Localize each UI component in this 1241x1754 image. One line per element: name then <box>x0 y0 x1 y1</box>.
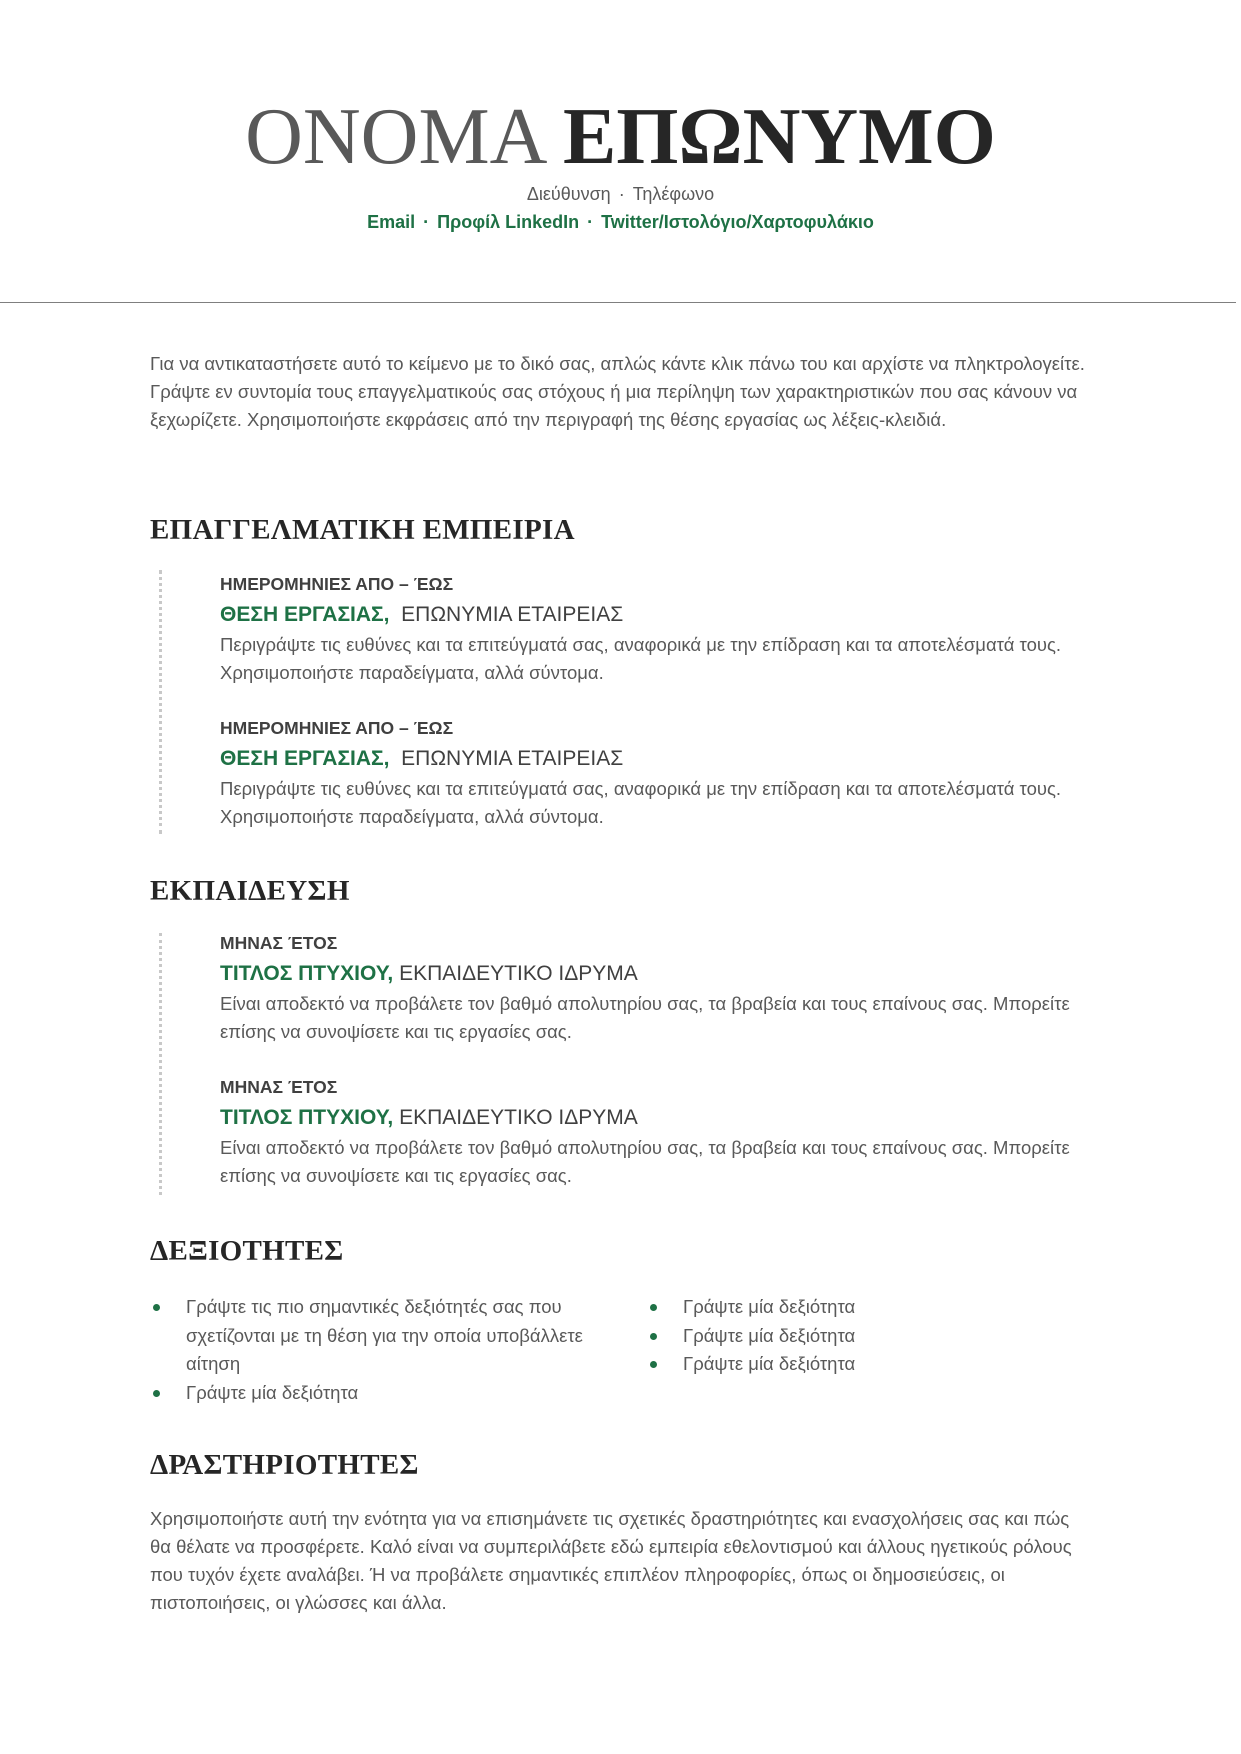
contact-line <box>0 184 1241 205</box>
entry-dates: ΜΗΝΑΣ ΈΤΟΣ <box>220 1077 338 1097</box>
skill-item <box>650 1350 1090 1379</box>
header-divider <box>0 302 1236 303</box>
skills-list-right <box>650 1293 1090 1379</box>
experience-entry <box>220 713 1090 831</box>
bullet-icon <box>650 1361 657 1368</box>
activities-heading: ΔΡΑΣΤΗΡΙΟΤΗΤΕΣ <box>150 1449 419 1481</box>
entry-description: Είναι αποδεκτό να προβάλετε τον βαθμό απολυτηρίου σας, τα βραβεία και τους επαίνους σας. Μπορείτε επίσης να συνοψίσετε και τις εργασίες σας. <box>220 1137 1070 1186</box>
activities-text: Χρησιμοποιήστε αυτή την ενότητα για να επισημάνετε τις σχετικές δραστηριότητες και ενασχολήσεις σας και πώς θα θέλατε να προσφέρετε. Καλό είναι να συμπεριλάβετε εδώ εμπειρία εθελοντισμού και άλλους ηγετικούς ρόλους που τυχόν έχετε αναλάβει. Ή να προβάλετε σημαντικές επιπλέον πληροφορίες, όπως οι δημοσιεύσεις, οι πιστοποιήσεις, οι γλώσσες και άλλα. <box>150 1508 1072 1613</box>
entry-description: Είναι αποδεκτό να προβάλετε τον βαθμό απολυτηρίου σας, τα βραβεία και τους επαίνους σας. Μπορείτε επίσης να συνοψίσετε και τις εργασίες σας. <box>220 993 1070 1042</box>
skill-text: Γράψτε μία δεξιότητα <box>683 1353 856 1374</box>
job-title: ΘΕΣΗ ΕΡΓΑΣΙΑΣ, <box>220 603 390 626</box>
links-line <box>0 212 1241 233</box>
entry-dates: ΜΗΝΑΣ ΈΤΟΣ <box>220 933 338 953</box>
education-entry <box>220 928 1090 1046</box>
degree-title: ΤΙΤΛΟΣ ΠΤΥΧΙΟΥ, <box>220 962 394 985</box>
separator: · <box>587 212 594 232</box>
entry-description: Περιγράψτε τις ευθύνες και τα επιτεύγματά σας, αναφορικά με την επίδραση και τα αποτελέσματά τους. Χρησιμοποιήστε παραδείγματα, αλλά σύντομα. <box>220 634 1062 683</box>
address: Διεύθυνση <box>526 184 611 204</box>
skill-item <box>153 1379 593 1408</box>
degree-title: ΤΙΤΛΟΣ ΠΤΥΧΙΟΥ, <box>220 1106 394 1129</box>
bullet-icon <box>153 1304 160 1311</box>
skills-list-left <box>153 1293 593 1407</box>
skill-text: Γράψτε μία δεξιότητα <box>683 1296 856 1317</box>
entry-dates: ΗΜΕΡΟΜΗΝΙΕΣ ΑΠΟ – ΈΩΣ <box>220 574 454 594</box>
skill-item <box>153 1293 593 1379</box>
first-name: ΟΝΟΜΑ <box>245 93 543 181</box>
experience-timeline <box>159 570 162 834</box>
company: ΕΠΩΝΥΜΙΑ ΕΤΑΙΡΕΙΑΣ <box>401 603 624 626</box>
experience-heading: ΕΠΑΓΓΕΛΜΑΤΙΚΗ ΕΜΠΕΙΡΙΑ <box>150 514 575 546</box>
skill-item <box>650 1322 1090 1351</box>
last-name: ΕΠΩΝΥΜΟ <box>562 93 996 181</box>
skills-heading: ΔΕΞΙΟΤΗΤΕΣ <box>150 1235 344 1267</box>
linkedin-link[interactable]: Προφίλ LinkedIn <box>437 212 580 232</box>
institution: ΕΚΠΑΙΔΕΥΤΙΚΟ ΙΔΡΥΜΑ <box>399 1106 638 1129</box>
job-title: ΘΕΣΗ ΕΡΓΑΣΙΑΣ, <box>220 747 390 770</box>
phone: Τηλέφωνο <box>632 184 715 204</box>
skill-item <box>650 1293 1090 1322</box>
education-heading: ΕΚΠΑΙΔΕΥΣΗ <box>150 875 350 907</box>
bullet-icon <box>650 1333 657 1340</box>
skill-text: Γράψτε μία δεξιότητα <box>186 1381 359 1403</box>
entry-description: Περιγράψτε τις ευθύνες και τα επιτεύγματά σας, αναφορικά με την επίδραση και τα αποτελέσματά τους. Χρησιμοποιήστε παραδείγματα, αλλά σύντομα. <box>220 778 1062 827</box>
institution: ΕΚΠΑΙΔΕΥΤΙΚΟ ΙΔΡΥΜΑ <box>399 962 638 985</box>
education-timeline <box>159 933 162 1195</box>
education-entry <box>220 1072 1090 1190</box>
separator: · <box>618 184 625 204</box>
separator: · <box>423 212 430 232</box>
skill-text: Γράψτε τις πιο σημαντικές δεξιότητές σας που σχετίζονται με τη θέση για την οποία υποβάλλετε αίτηση <box>186 1296 583 1374</box>
company: ΕΠΩΝΥΜΙΑ ΕΤΑΙΡΕΙΑΣ <box>401 747 624 770</box>
bullet-icon <box>153 1390 160 1397</box>
entry-dates: ΗΜΕΡΟΜΗΝΙΕΣ ΑΠΟ – ΈΩΣ <box>220 718 454 738</box>
bullet-icon <box>650 1304 657 1311</box>
summary: Για να αντικαταστήσετε αυτό το κείμενο με το δικό σας, απλώς κάντε κλικ πάνω του και αρχίστε να πληκτρολογείτε. Γράψτε εν συντομία τους επαγγελματικούς σας στόχους ή μια περίληψη των χαρακτηριστικών που σας κάνουν να ξεχωρίζετε. Χρησιμοποιήστε εκφράσεις από την περιγραφή της θέσης εργασίας ως λέξεις-κλειδιά. <box>150 353 1085 430</box>
email-link[interactable]: Email <box>367 212 416 232</box>
full-name <box>0 92 1241 182</box>
experience-entry <box>220 569 1090 687</box>
skill-text: Γράψτε μία δεξιότητα <box>683 1324 856 1346</box>
website-link[interactable]: Twitter/Ιστολόγιο/Χαρτοφυλάκιο <box>601 212 874 232</box>
